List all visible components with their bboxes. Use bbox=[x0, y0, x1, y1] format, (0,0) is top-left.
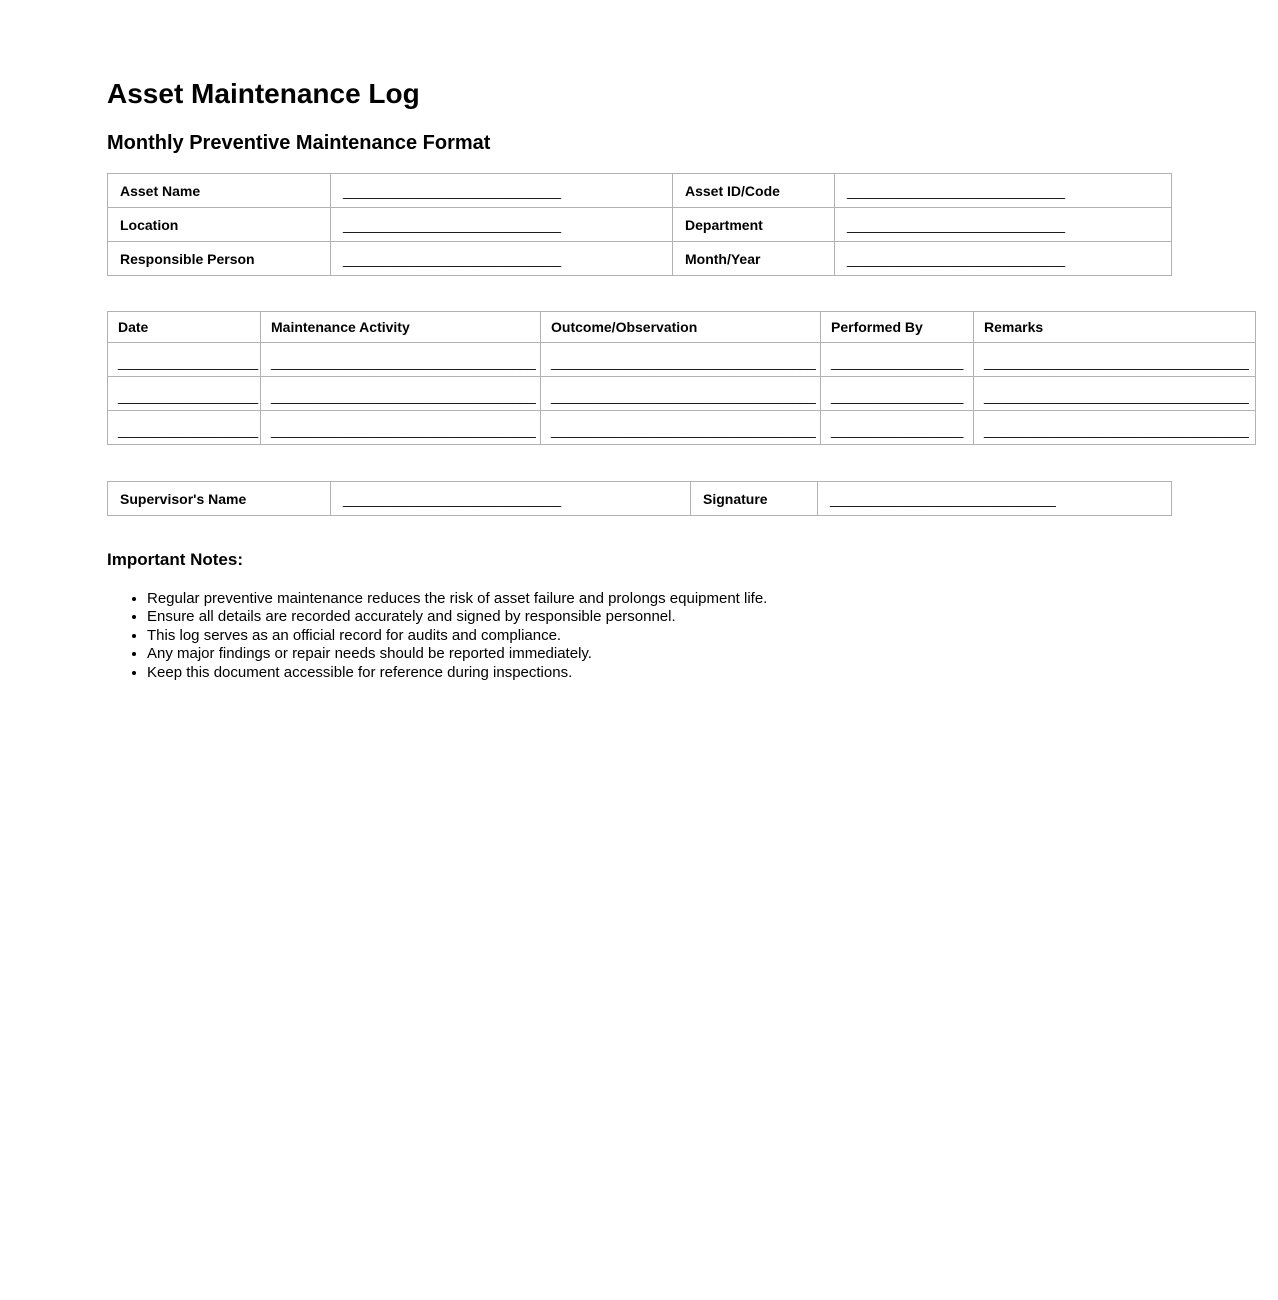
notes-heading: Important Notes: bbox=[107, 550, 243, 569]
supervisor-name-label: Supervisor's Name bbox=[108, 482, 331, 516]
table-row bbox=[108, 377, 1256, 411]
list-item: • Keep this document accessible for reference during inspections. bbox=[147, 664, 1258, 682]
location-blank: ____________________________ bbox=[331, 208, 673, 242]
log-performed-by-blank: _________________ bbox=[821, 343, 974, 377]
table-row bbox=[108, 174, 1172, 208]
log-outcome-blank: __________________________________ bbox=[541, 411, 821, 445]
list-item: • Ensure all details are recorded accurately and signed by responsible personnel. bbox=[147, 608, 1258, 626]
log-remarks-blank: __________________________________ bbox=[974, 411, 1256, 445]
asset-id-label: Asset ID/Code bbox=[673, 174, 835, 208]
column-header-date: Date bbox=[108, 312, 261, 343]
log-date-blank: __________________ bbox=[108, 377, 261, 411]
month-year-blank: ____________________________ bbox=[835, 242, 1172, 276]
log-activity-blank: __________________________________ bbox=[261, 343, 541, 377]
list-item: • Any major findings or repair needs should be reported immediately. bbox=[147, 645, 1258, 663]
asset-info-table bbox=[107, 173, 1172, 276]
log-performed-by-blank: _________________ bbox=[821, 377, 974, 411]
supervisor-name-blank: ____________________________ bbox=[331, 482, 691, 516]
asset-name-label: Asset Name bbox=[108, 174, 331, 208]
list-item: • Regular preventive maintenance reduces the risk of asset failure and prolongs equipment life. bbox=[147, 590, 1258, 608]
notes-list bbox=[107, 590, 1258, 682]
column-header-outcome-observation: Outcome/Observation bbox=[541, 312, 821, 343]
month-year-label: Month/Year bbox=[673, 242, 835, 276]
table-row bbox=[108, 343, 1256, 377]
log-date-blank: __________________ bbox=[108, 411, 261, 445]
column-header-performed-by: Performed By bbox=[821, 312, 974, 343]
department-label: Department bbox=[673, 208, 835, 242]
log-remarks-blank: __________________________________ bbox=[974, 377, 1256, 411]
list-item: • This log serves as an official record for audits and compliance. bbox=[147, 627, 1258, 645]
log-table-header-row bbox=[108, 312, 1256, 343]
log-performed-by-blank: _________________ bbox=[821, 411, 974, 445]
log-date-blank: __________________ bbox=[108, 343, 261, 377]
log-activity-blank: __________________________________ bbox=[261, 377, 541, 411]
table-row bbox=[108, 242, 1172, 276]
column-header-maintenance-activity: Maintenance Activity bbox=[261, 312, 541, 343]
maintenance-log-table bbox=[107, 311, 1256, 445]
table-row bbox=[108, 482, 1172, 516]
responsible-person-blank: ____________________________ bbox=[331, 242, 673, 276]
log-activity-blank: __________________________________ bbox=[261, 411, 541, 445]
signature-blank: _____________________________ bbox=[818, 482, 1172, 516]
column-header-remarks: Remarks bbox=[974, 312, 1256, 343]
page-title: Asset Maintenance Log bbox=[107, 78, 420, 109]
table-row bbox=[108, 208, 1172, 242]
log-outcome-blank: __________________________________ bbox=[541, 377, 821, 411]
asset-name-blank: ____________________________ bbox=[331, 174, 673, 208]
table-row bbox=[108, 411, 1256, 445]
log-outcome-blank: __________________________________ bbox=[541, 343, 821, 377]
log-remarks-blank: __________________________________ bbox=[974, 343, 1256, 377]
asset-id-blank: ____________________________ bbox=[835, 174, 1172, 208]
page-subtitle: Monthly Preventive Maintenance Format bbox=[107, 132, 491, 154]
signoff-table bbox=[107, 481, 1172, 516]
responsible-person-label: Responsible Person bbox=[108, 242, 331, 276]
signature-label: Signature bbox=[691, 482, 818, 516]
department-blank: ____________________________ bbox=[835, 208, 1172, 242]
location-label: Location bbox=[108, 208, 331, 242]
